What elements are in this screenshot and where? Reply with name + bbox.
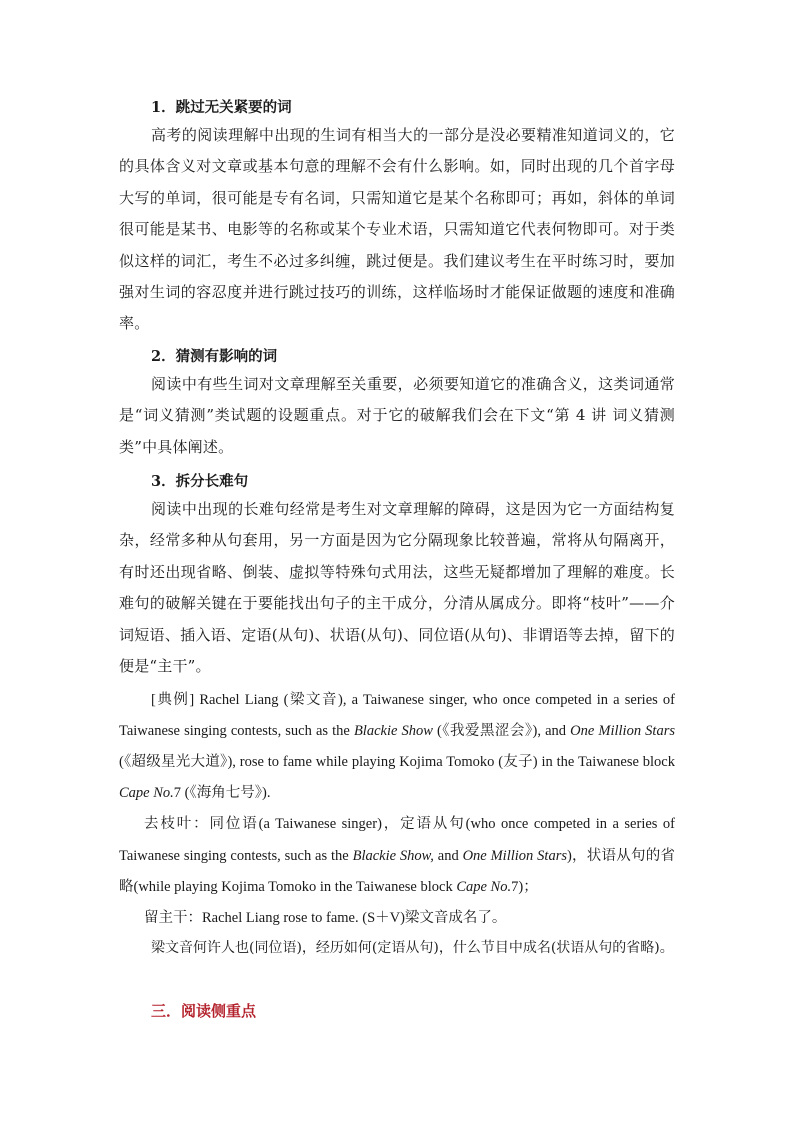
example-text: (《我爱黑涩会》), and — [432, 723, 571, 739]
example-sentence — [119, 685, 675, 809]
paragraph-skip-words: 高考的阅读理解中出现的生词有相当大的一部分是没必要精准知道词义的，它的具体含义对文章或基本句意的理解不会有什么影响。如，同时出现的几个首字母大写的单词，很可能是专有名词，只需知道它是某个名称即可；再如，斜体的单词很可能是某书、电影等的名称或某个专业术语，只需知道它代表何物即可。对于类似这样的词汇，考生不必过多纠缠，跳过便是。我们建议考生在平时练习时，要加强对生词的容忍度并进行跳过技巧的训练，这样临场时才能保证做题的速度和准确率。 — [119, 126, 675, 333]
keep-text: Rachel Liang rose to fame. (S＋V)梁文音成名了。 — [202, 910, 507, 926]
analysis-note: 梁文音何许人也(同位语)，经历如何(定语从句)，什么节目中成名(状语从句的省略)。 — [151, 940, 674, 956]
prune-text: )，状语从句的省略(while playing Kojima Tomoko in the Taiwanese block — [119, 847, 675, 895]
prune-title-stars: One Million Stars — [462, 847, 567, 864]
analysis-keep — [119, 903, 675, 935]
example-title-cape: Cape No. — [119, 785, 174, 801]
analysis-prune — [119, 809, 675, 904]
section-heading-focus: 三．阅读侧重点 — [151, 1002, 257, 1020]
prune-text: 7)； — [511, 879, 538, 895]
prune-text: 同位语(a Taiwanese singer)，定语从句(who once competed in a series of Taiwanese singing contests, such as the — [119, 816, 676, 864]
example-title-blackie: Blackie Show — [353, 723, 433, 739]
example-title-stars: One Million Stars — [570, 723, 675, 739]
prune-label: 去枝叶： — [144, 816, 210, 832]
heading-guess-words: 2．猜测有影响的词 — [151, 348, 278, 365]
paragraph-guess-words: 阅读中有些生词对文章理解至关重要，必须要知道它的准确含义，这类词通常是“词义猜测”类试题的设题重点。对于它的破解我们会在下文“第 4 讲 词义猜测类”中具体阐述。 — [119, 375, 675, 456]
heading-skip-words: 1．跳过无关紧要的词 — [151, 99, 292, 116]
prune-title-cape: Cape No. — [456, 879, 512, 895]
example-label: [典例] — [151, 692, 195, 708]
prune-text: and — [433, 847, 463, 864]
example-text: Rachel Liang (梁文音), a Taiwanese singer, who once competed in a series of Taiwanese singing contests, such as the — [119, 692, 675, 739]
example-text: (《超级星光大道》), rose to fame while playing Kojima Tomoko (友子) in the Taiwanese block — [119, 754, 675, 770]
heading-split-sentences: 3．拆分长难句 — [151, 473, 249, 490]
prune-title-blackie: Blackie Show, — [352, 847, 434, 864]
example-text: 7 (《海角七号》). — [173, 785, 271, 801]
paragraph-split-sentences: 阅读中出现的长难句经常是考生对文章理解的障碍，这是因为它一方面结构复杂，经常多种从句套用，另一方面是因为它分隔现象比较普遍，常将从句隔离开，有时还出现省略、倒装、虚拟等特殊句式用法，这些无疑都增加了理解的难度。长难句的破解关键在于要能找出句子的主干成分，分清从属成分。即将“枝叶”——介词短语、插入语、定语(从句)、状语(从句)、同位语(从句)、非谓语等去掉，留下的便是“主干”。 — [119, 500, 675, 676]
keep-label: 留主干： — [144, 910, 202, 926]
